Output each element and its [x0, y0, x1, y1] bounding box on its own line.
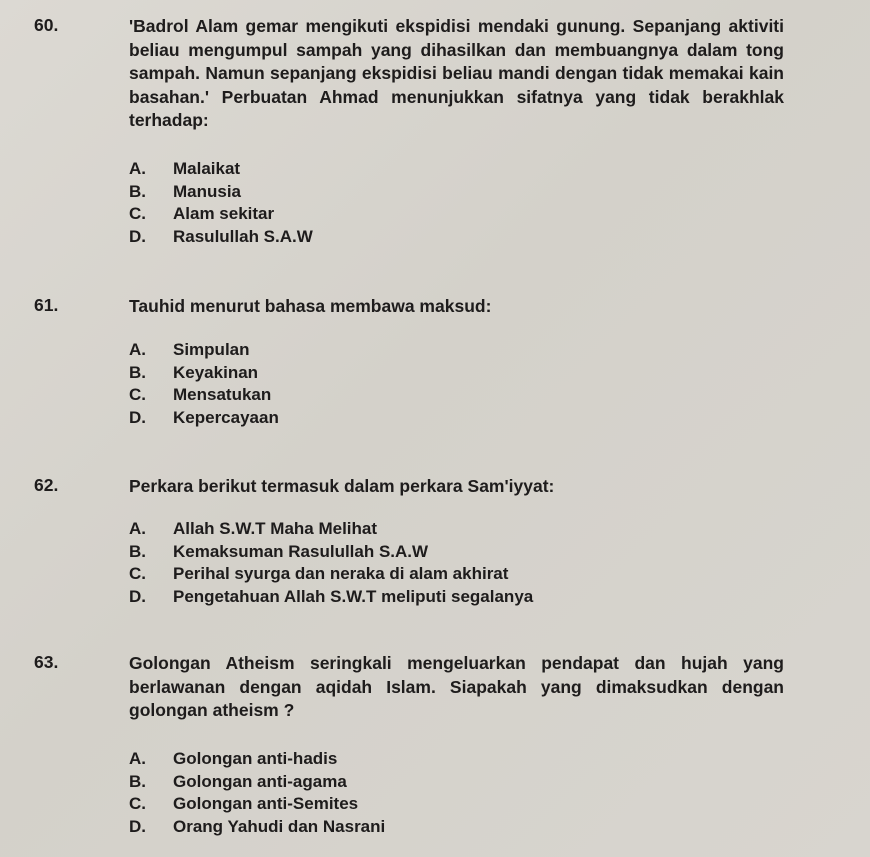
option-text: Rasulullah S.A.W [173, 226, 313, 246]
option-text: Golongan anti-agama [173, 771, 347, 791]
option-text: Alam sekitar [173, 204, 275, 223]
option-letter: A. [129, 749, 146, 768]
option-letter: A. [129, 519, 146, 538]
option-text: Perihal syurga dan neraka di alam akhirat [173, 564, 509, 583]
option-text: Manusia [173, 181, 242, 201]
question-number: 63. [34, 652, 59, 672]
option-text: Orang Yahudi dan Nasrani [173, 816, 386, 836]
question-number: 62. [34, 475, 59, 495]
question-text: Perkara berikut termasuk dalam perkara Sam'iyyat: [129, 476, 555, 496]
option-letter: B. [129, 181, 146, 201]
option-letter: B. [129, 362, 146, 382]
question-number: 61. [34, 295, 59, 315]
option-text: Simpulan [173, 340, 250, 359]
option-text: Kemaksuman Rasulullah S.A.W [173, 541, 429, 561]
question-number: 60. [34, 15, 59, 35]
option-letter: C. [129, 385, 146, 404]
question-text: Golongan Atheism seringkali mengeluarkan pendapat dan hujah yang berlawanan dengan aqidah Islam. Siapakah yang dimaksudkan dengan golongan atheism ? [129, 653, 784, 720]
option-letter: A. [129, 159, 146, 178]
option-letter: D. [129, 226, 146, 246]
option-letter: C. [129, 794, 146, 813]
option-text: Allah S.W.T Maha Melihat [173, 519, 378, 538]
option-letter: A. [129, 340, 146, 359]
option-text: Golongan anti-hadis [173, 749, 338, 768]
option-text: Mensatukan [173, 385, 272, 404]
option-text: Malaikat [173, 159, 241, 178]
option-letter: D. [129, 816, 146, 836]
option-text: Pengetahuan Allah S.W.T meliputi segalanya [173, 586, 534, 606]
question-text: Tauhid menurut bahasa membawa maksud: [129, 296, 492, 316]
option-letter: C. [129, 204, 146, 223]
option-letter: D. [129, 586, 146, 606]
option-letter: B. [129, 771, 146, 791]
option-letter: B. [129, 541, 146, 561]
option-text: Kepercayaan [173, 407, 279, 427]
option-letter: D. [129, 407, 146, 427]
option-letter: C. [129, 564, 146, 583]
option-text: Keyakinan [173, 362, 259, 382]
option-text: Golongan anti-Semites [173, 794, 359, 813]
question-text: 'Badrol Alam gemar mengikuti ekspidisi mendaki gunung. Sepanjang aktiviti beliau mengumpul sampah yang dihasilkan dan membuangnya dalam tong sampah. Namun sepanjang ekspidisi beliau mandi dengan tidak memakai kain basahan.' Perbuatan Ahmad menunjukkan sifatnya yang tidak berakhlak terhadap: [129, 16, 784, 130]
